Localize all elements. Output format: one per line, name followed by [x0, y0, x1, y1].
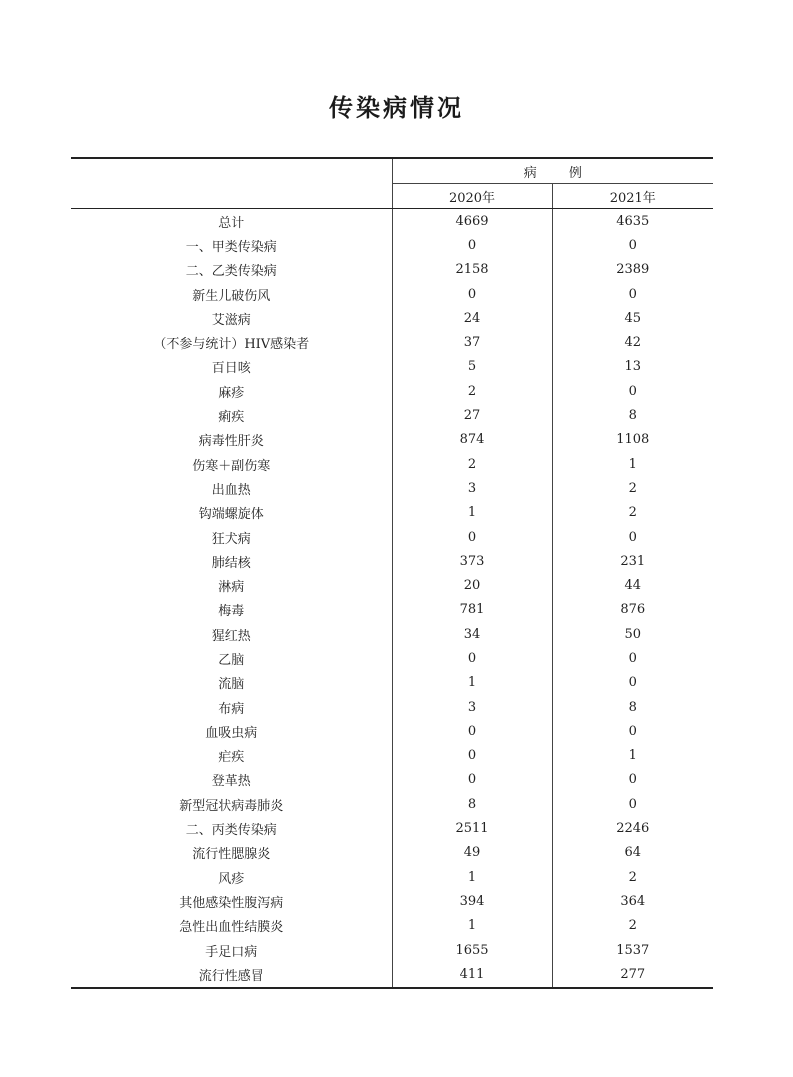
row-value-2021: 2246 [616, 821, 650, 837]
row-value-2020: 1 [392, 914, 552, 938]
row-value-2021: 0 [628, 237, 637, 253]
table-row [71, 476, 713, 500]
row-value-2021: 277 [552, 962, 713, 987]
row-value-2021: 0 [628, 286, 637, 302]
row-value-2020: 2 [392, 379, 552, 403]
row-disease-name: 艾滋病 [211, 312, 251, 328]
row-value-2021: 876 [620, 602, 646, 618]
table-row [71, 258, 713, 282]
row-value-2020: 874 [392, 428, 552, 452]
row-value-2021: 0 [628, 675, 637, 691]
row-value-2020: 34 [392, 622, 552, 646]
row-value-2020: 4669 [392, 209, 552, 234]
table-row [71, 306, 713, 330]
row-value-2021: 2 [628, 918, 637, 934]
row-disease-name: 淋病 [218, 580, 245, 596]
row-value-2020: 2 [392, 452, 552, 476]
row-value-2021: 0 [628, 723, 637, 739]
row-value-2020: 8 [392, 792, 552, 816]
row-value-2021: 2 [628, 480, 637, 496]
page-title: 传染病情况 [329, 93, 464, 122]
table-row [71, 209, 713, 234]
header-year-2020: 2020年 [392, 184, 552, 209]
row-value-2021: 44 [624, 578, 642, 594]
table-row [71, 549, 713, 573]
row-value-2021: 1 [628, 456, 637, 472]
row-value-2021: 8 [628, 408, 637, 424]
data-table-container [71, 157, 713, 989]
row-disease-name: 梅毒 [218, 604, 245, 620]
row-disease-name: 病毒性肝炎 [198, 434, 264, 450]
table-row [71, 573, 713, 597]
row-value-2020: 0 [392, 744, 552, 768]
header-year-2021: 2021年 [552, 184, 713, 209]
header-group-cases: 病 例 [392, 158, 713, 184]
row-disease-name: 钩端螺旋体 [198, 507, 264, 523]
table-row [71, 428, 713, 452]
row-disease-name: 手足口病 [205, 944, 258, 960]
row-disease-name: 血吸虫病 [205, 725, 258, 741]
row-value-2020: 373 [392, 549, 552, 573]
row-value-2020: 20 [392, 573, 552, 597]
row-value-2020: 2511 [392, 816, 552, 840]
row-value-2020: 781 [392, 598, 552, 622]
row-value-2021: 231 [620, 553, 646, 569]
row-value-2020: 0 [392, 233, 552, 257]
row-disease-name: 肺结核 [211, 555, 251, 571]
row-value-2020: 24 [392, 306, 552, 330]
row-disease-name: 疟疾 [218, 750, 245, 766]
row-value-2020: 0 [392, 282, 552, 306]
table-row [71, 695, 713, 719]
table-row [71, 355, 713, 379]
row-disease-name: （不参与统计）HIV感染者 [153, 337, 310, 353]
row-value-2021: 4635 [616, 213, 650, 229]
row-value-2021: 1 [628, 748, 637, 764]
table-row [71, 403, 713, 427]
row-disease-name: 其他感染性腹泻病 [179, 895, 284, 911]
row-value-2021: 45 [624, 310, 642, 326]
row-value-2020: 1 [392, 671, 552, 695]
row-value-2020: 1655 [392, 938, 552, 962]
row-disease-name: 二、丙类传染病 [185, 823, 277, 839]
row-value-2020: 27 [392, 403, 552, 427]
row-value-2020: 5 [392, 355, 552, 379]
table-row [71, 525, 713, 549]
table-row [71, 865, 713, 889]
row-value-2020: 3 [392, 476, 552, 500]
row-disease-name: 新型冠状病毒肺炎 [179, 798, 284, 814]
row-value-2020: 1 [392, 501, 552, 525]
table-row [71, 768, 713, 792]
row-disease-name: 布病 [218, 701, 245, 717]
table-row [71, 889, 713, 913]
row-value-2021: 2389 [616, 262, 650, 278]
table-row [71, 379, 713, 403]
disease-statistics-table [71, 157, 713, 989]
row-value-2020: 394 [392, 889, 552, 913]
row-value-2021: 0 [628, 650, 637, 666]
row-value-2021: 0 [628, 529, 637, 545]
row-disease-name: 痢疾 [218, 410, 245, 426]
table-row [71, 330, 713, 354]
row-disease-name: 二、乙类传染病 [185, 264, 277, 280]
table-row [71, 501, 713, 525]
table-row [71, 816, 713, 840]
row-value-2021: 1537 [616, 942, 650, 958]
table-row [71, 938, 713, 962]
row-disease-name: 登革热 [211, 774, 251, 790]
row-value-2020: 0 [392, 719, 552, 743]
table-row [71, 622, 713, 646]
row-value-2020: 37 [392, 330, 552, 354]
table-row [71, 598, 713, 622]
table-row [71, 744, 713, 768]
row-value-2021: 50 [624, 626, 642, 642]
table-row [71, 671, 713, 695]
row-value-2020: 0 [392, 646, 552, 670]
table-row [71, 962, 713, 987]
row-value-2021: 0 [628, 796, 637, 812]
row-value-2020: 0 [392, 768, 552, 792]
row-value-2021: 2 [628, 869, 637, 885]
row-value-2020: 1 [392, 865, 552, 889]
row-value-2020: 0 [392, 525, 552, 549]
table-header [71, 158, 713, 209]
table-row [71, 233, 713, 257]
row-disease-name: 百日咳 [211, 361, 251, 377]
row-disease-name: 麻疹 [218, 385, 245, 401]
table-row [71, 792, 713, 816]
row-disease-name: 总计 [218, 215, 245, 231]
row-value-2021: 64 [624, 845, 642, 861]
row-value-2021: 8 [628, 699, 637, 715]
row-disease-name: 风疹 [218, 871, 245, 887]
table-row [71, 914, 713, 938]
table-row [71, 719, 713, 743]
row-value-2021: 364 [620, 893, 646, 909]
row-value-2021: 42 [624, 335, 642, 351]
row-value-2021: 13 [624, 359, 642, 375]
row-value-2020: 2158 [392, 258, 552, 282]
row-disease-name: 新生儿破伤风 [192, 288, 271, 304]
row-value-2020: 49 [392, 841, 552, 865]
row-disease-name: 伤寒＋副伤寒 [192, 458, 271, 474]
row-value-2021: 1108 [616, 432, 650, 448]
table-body [71, 209, 713, 988]
row-value-2020: 411 [392, 962, 552, 987]
row-disease-name: 流行性感冒 [71, 962, 392, 987]
row-value-2021: 0 [628, 772, 637, 788]
header-name-cell [71, 158, 392, 209]
row-disease-name: 急性出血性结膜炎 [179, 920, 284, 936]
row-value-2020: 3 [392, 695, 552, 719]
row-disease-name: 一、甲类传染病 [185, 239, 277, 255]
table-row [71, 841, 713, 865]
row-disease-name: 乙脑 [218, 652, 245, 668]
row-value-2021: 2 [628, 505, 637, 521]
row-value-2021: 0 [628, 383, 637, 399]
table-row [71, 452, 713, 476]
row-disease-name: 流脑 [218, 677, 245, 693]
table-row [71, 646, 713, 670]
row-disease-name: 猩红热 [211, 628, 251, 644]
table-row [71, 282, 713, 306]
row-disease-name: 狂犬病 [211, 531, 251, 547]
row-disease-name: 流行性腮腺炎 [192, 847, 271, 863]
row-disease-name: 出血热 [211, 482, 251, 498]
